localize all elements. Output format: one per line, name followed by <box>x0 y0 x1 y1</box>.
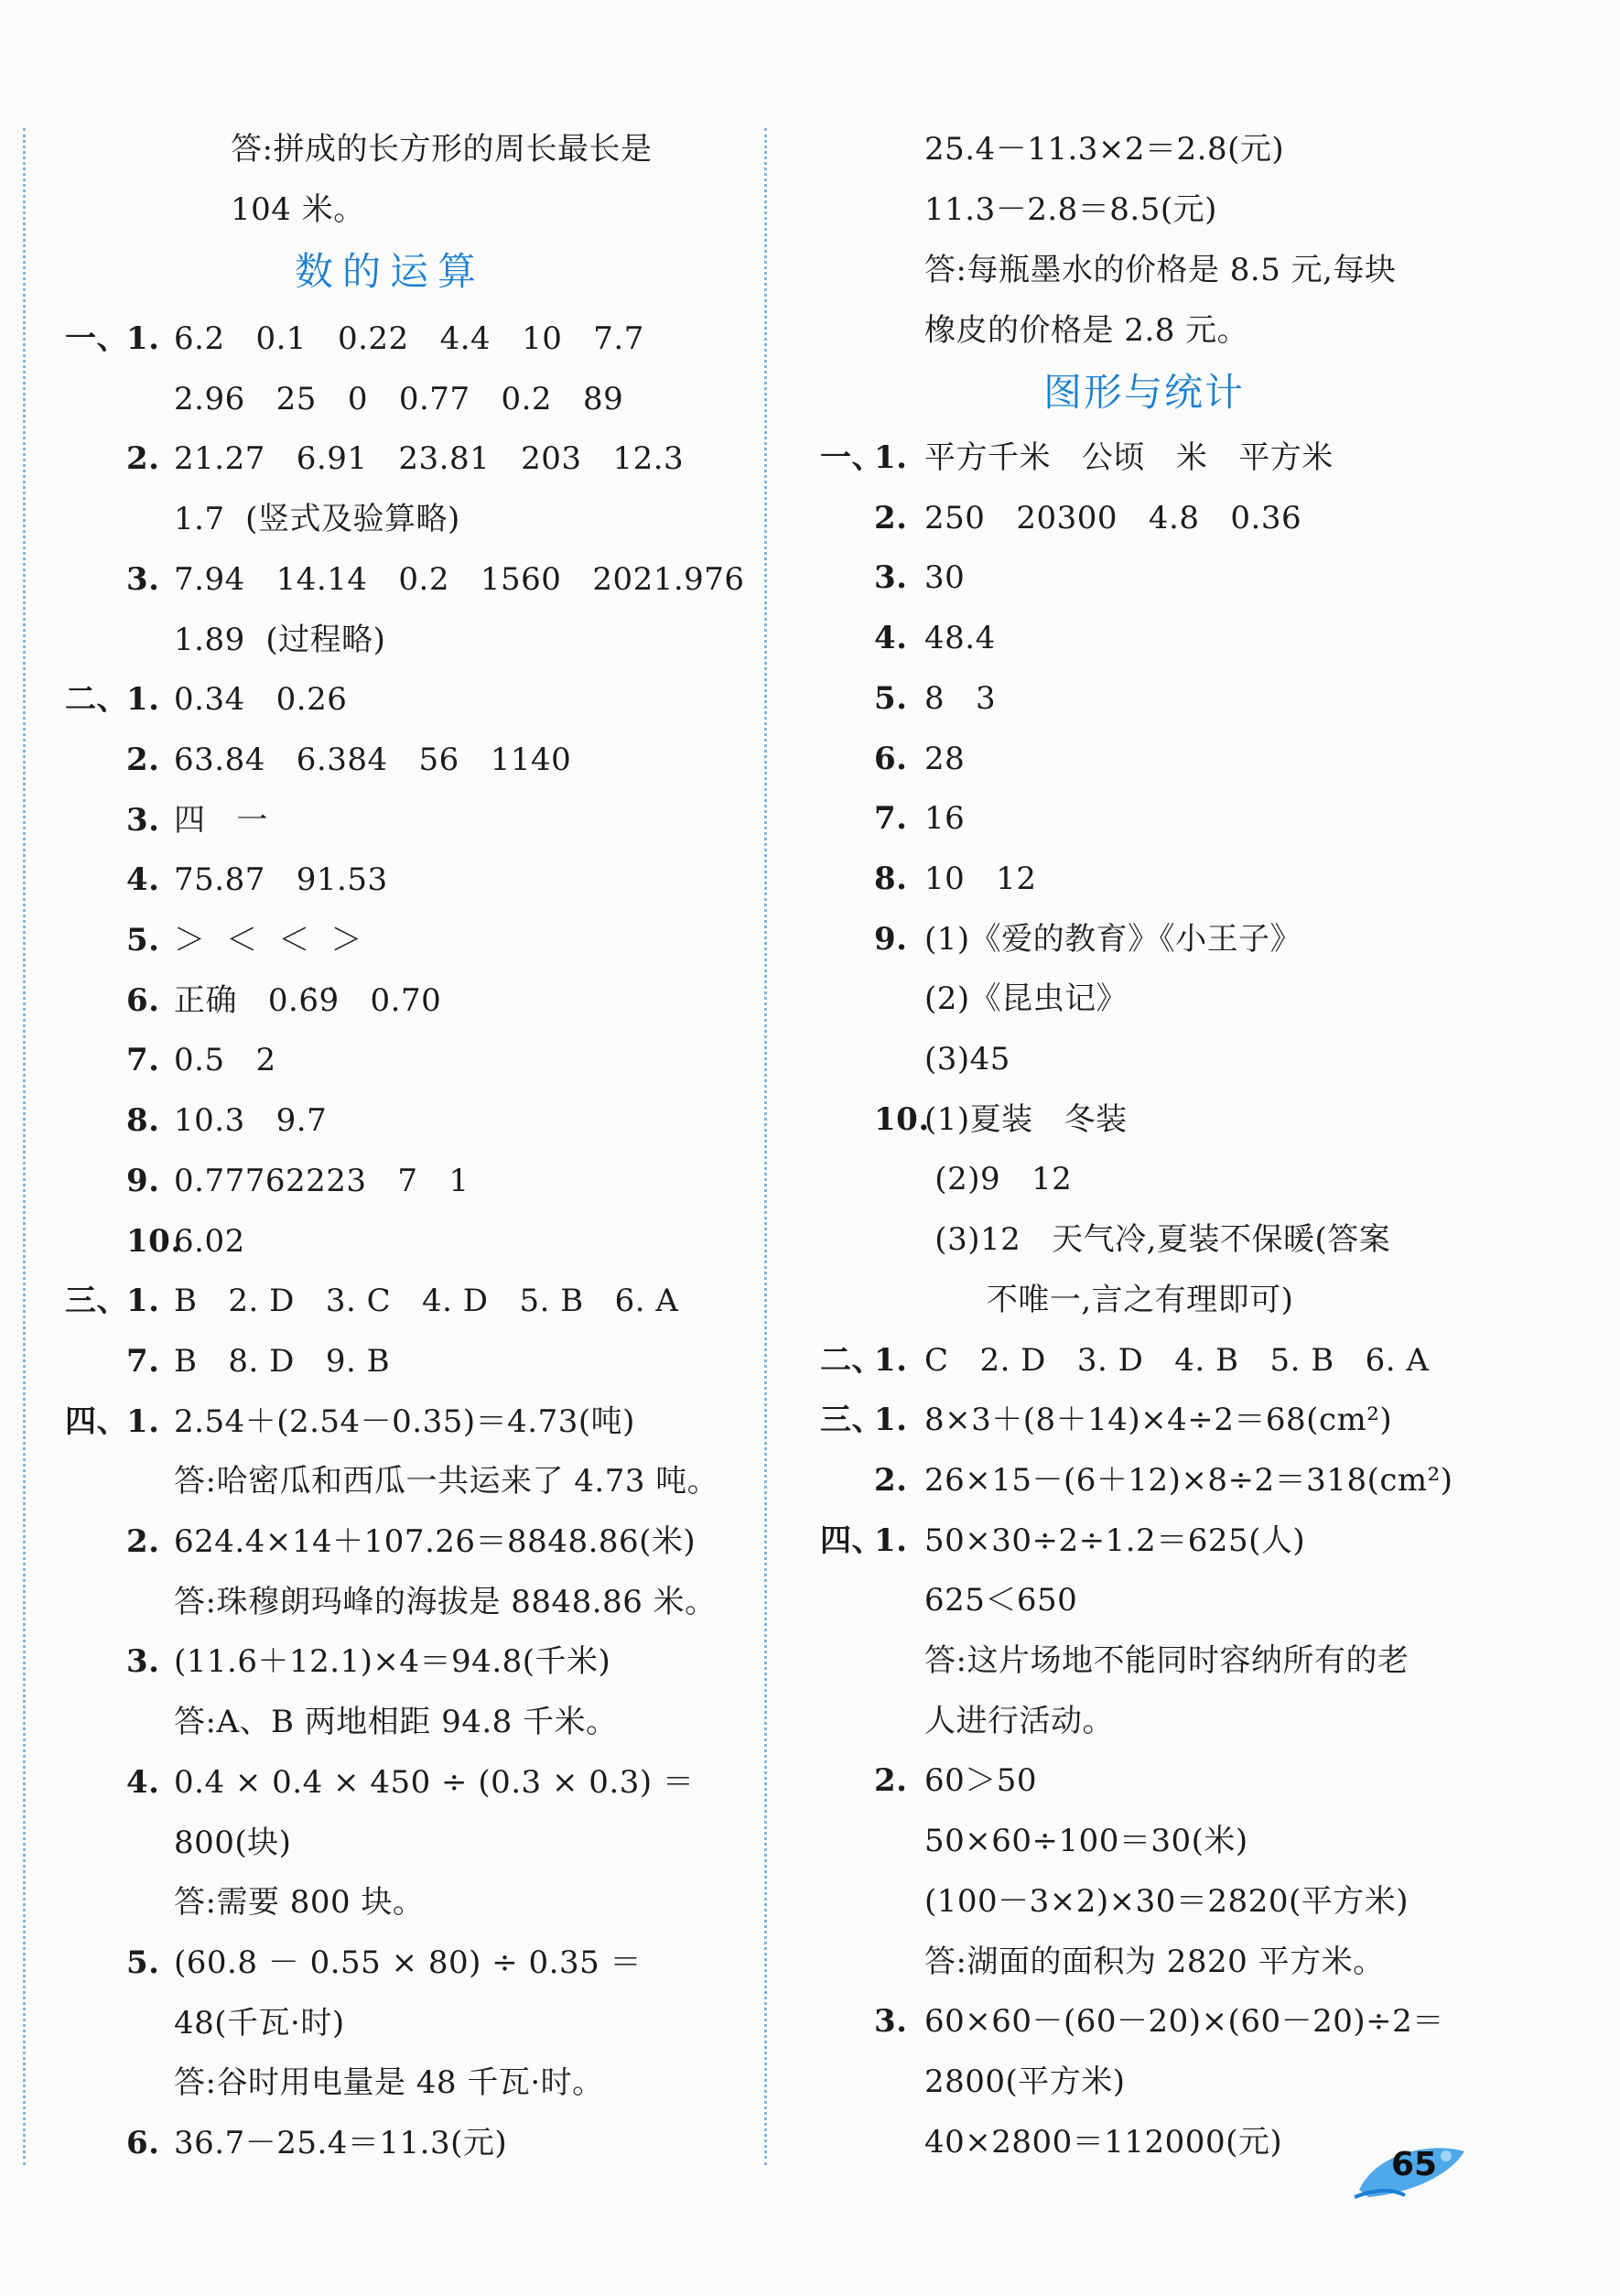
answer-line <box>769 1703 1620 1743</box>
answer-text: 36.7－25.4＝11.3(元) <box>174 2125 508 2161</box>
answer-text: 6.02 <box>174 1222 245 1260</box>
answer-line <box>0 320 769 361</box>
answer-line <box>0 2064 769 2105</box>
answer-text: 四 一 <box>174 801 268 839</box>
answer-line <box>0 1764 769 1804</box>
question-number: 4. <box>126 861 160 899</box>
question-number: 5. <box>126 922 160 958</box>
answer-text: 8 3 <box>924 679 997 717</box>
answer-text: (1)《爱的教育》《小王子》 <box>924 920 1302 958</box>
section-marker: 二、 <box>820 1341 883 1379</box>
question-number: 8. <box>126 1102 160 1140</box>
answer-line <box>0 1584 769 1624</box>
question-number: 10. <box>874 1100 930 1138</box>
right-intro-line-2: 答:每瓶墨水的价格是 8.5 元,每块 <box>924 252 1397 288</box>
answer-text: 10.3 9.7 <box>174 1102 328 1140</box>
answer-text: (3)45 <box>924 1041 1010 1078</box>
question-number: 1. <box>874 439 908 476</box>
answer-text: 人进行活动。 <box>924 1702 1114 1739</box>
section-marker: 四、 <box>820 1522 883 1559</box>
answer-text: 平方千米 公顷 米 平方米 <box>924 439 1334 476</box>
answer-line <box>769 1342 1620 1382</box>
answer-line <box>769 1522 1620 1563</box>
question-number: 3. <box>126 801 160 839</box>
answer-text: 26×15－(6＋12)×8÷2＝318(cm²) <box>924 1461 1453 1499</box>
answer-line <box>0 1102 769 1143</box>
question-number: 2. <box>874 1762 908 1800</box>
answer-line <box>0 2005 769 2045</box>
answer-line <box>0 922 769 962</box>
answer-line <box>769 620 1620 660</box>
answer-text: (2)《昆虫记》 <box>924 980 1129 1018</box>
answer-line <box>769 439 1620 480</box>
answer-line <box>769 2063 1620 2104</box>
question-number: 7. <box>126 1342 160 1380</box>
page-number: 65 <box>1391 2146 1438 2183</box>
answer-line <box>769 861 1620 901</box>
answer-text: 0.34 0.26 <box>174 681 348 719</box>
answer-line <box>0 1343 769 1383</box>
answer-line <box>769 1402 1620 1442</box>
question-number: 1. <box>126 681 160 719</box>
question-number: 1. <box>874 1402 908 1439</box>
answer-line <box>0 1944 769 1985</box>
section-marker: 一、 <box>65 320 128 357</box>
answer-text: 答:这片场地不能同时容纳所有的老 <box>924 1642 1409 1679</box>
answer-text: 答:A、B 两地相距 94.8 千米。 <box>174 1704 618 1741</box>
answer-text: 625＜650 <box>924 1582 1078 1619</box>
answer-text: 624.4×14＋107.26＝8848.86(米) <box>174 1523 697 1560</box>
answer-text: (11.6＋12.1)×4＝94.8(千米) <box>174 1643 611 1681</box>
answer-line <box>769 800 1620 840</box>
left-intro-line-0: 答:拼成的长方形的周长最长是 <box>231 131 653 168</box>
answer-line <box>0 1283 769 1323</box>
answer-text: 0.4 × 0.4 × 450 ÷ (0.3 × 0.3) ＝ <box>174 1763 695 1801</box>
answer-text: 答:谷时用电量是 48 千瓦·时。 <box>174 2064 604 2102</box>
question-number: 4. <box>874 620 908 657</box>
answer-line <box>769 980 1620 1021</box>
answer-line <box>0 1523 769 1564</box>
answer-line <box>0 2125 769 2165</box>
question-number: 5. <box>126 1944 160 1981</box>
answer-text: 答:需要 800 块。 <box>174 1884 425 1922</box>
answer-text: B 2. D 3. C 4. D 5. B 6. A <box>174 1283 679 1320</box>
answer-text: (100－3×2)×30＝2820(平方米) <box>924 1882 1409 1920</box>
answer-line <box>769 559 1620 600</box>
answer-text: 正确 0.6̇9̇ 0.70 <box>174 981 442 1019</box>
answer-line <box>0 861 769 902</box>
question-number: 2. <box>874 499 908 536</box>
answer-text: 800(块) <box>174 1824 292 1861</box>
answer-line <box>0 1825 769 1865</box>
answer-line <box>0 381 769 421</box>
answer-text: 75.87 91.53 <box>174 861 388 899</box>
answer-text: 63.84 6.384 56 1140 <box>174 741 572 778</box>
answer-text: 0.77762223 7 1 <box>174 1162 470 1199</box>
answer-line <box>769 1462 1620 1502</box>
answer-text: 答:珠穆朗玛峰的海拔是 8848.86 米。 <box>174 1583 717 1620</box>
answer-text: B 8. D 9. B <box>174 1342 391 1380</box>
answer-line <box>769 1282 1620 1322</box>
answer-text: 40×2800＝112000(元) <box>924 2123 1283 2161</box>
question-number: 2. <box>874 1461 908 1499</box>
left-intro-line-1: 104 米。 <box>231 191 365 228</box>
question-number: 1. <box>126 1403 160 1440</box>
section-title-arithmetic: 数的运算 <box>295 249 486 294</box>
right-intro-line-3: 橡皮的价格是 2.8 元。 <box>924 312 1249 349</box>
answer-text: 50×30÷2÷1.2＝625(人) <box>924 1522 1306 1559</box>
section-marker: 三、 <box>820 1402 883 1439</box>
answer-text: 60＞50 <box>924 1762 1038 1800</box>
question-number: 7. <box>874 800 908 838</box>
question-number: 3. <box>874 2003 908 2041</box>
answer-text: (3)12 天气冷,夏装不保暖(答案 <box>924 1221 1391 1259</box>
question-number: 3. <box>874 559 908 597</box>
answer-line <box>769 1041 1620 1081</box>
answer-line <box>0 1163 769 1203</box>
answer-line <box>769 680 1620 720</box>
answer-text: 250 20300 4.8 0.36 <box>924 499 1302 536</box>
answer-line <box>769 741 1620 781</box>
answer-line <box>0 1403 769 1444</box>
answer-line <box>769 1642 1620 1683</box>
question-number: 10. <box>126 1222 182 1260</box>
question-number: 6. <box>126 2125 160 2161</box>
answer-line <box>769 500 1620 540</box>
question-number: 6. <box>874 740 908 777</box>
answer-text: 0.5 2 <box>174 1042 276 1079</box>
section-title-geometry-statistics: 图形与统计 <box>1043 370 1246 415</box>
answer-line <box>0 802 769 842</box>
question-number: 3. <box>126 1643 160 1681</box>
answer-line <box>769 1221 1620 1262</box>
answer-line <box>769 2124 1620 2164</box>
answer-text: 6.2 0.1 0.22 4.4 10 7.7 <box>174 320 644 357</box>
answer-line <box>0 1884 769 1924</box>
section-marker: 三、 <box>65 1283 128 1320</box>
answer-text: 60×60－(60－20)×(60－20)÷2＝ <box>924 2003 1444 2041</box>
answer-line <box>0 742 769 782</box>
right-intro-line-0: 25.4－11.3×2＝2.8(元) <box>924 131 1285 168</box>
question-number: 1. <box>874 1341 908 1379</box>
answer-text: 不唯一,言之有理即可) <box>924 1281 1294 1318</box>
answer-text: 8×3＋(8＋14)×4÷2＝68(cm²) <box>924 1402 1393 1439</box>
answer-text: ＞ ＜ ＜ ＞ <box>174 922 362 958</box>
section-marker: 一、 <box>820 439 883 476</box>
answer-line <box>769 2003 1620 2043</box>
answer-line <box>769 1823 1620 1863</box>
question-number: 2. <box>126 741 160 778</box>
answer-text: 答:湖面的面积为 2820 平方米。 <box>924 1943 1385 1980</box>
question-number: 2. <box>126 440 160 478</box>
answer-text: (1)夏装 冬装 <box>924 1100 1128 1138</box>
question-number: 2. <box>126 1523 160 1560</box>
question-number: 5. <box>874 679 908 717</box>
question-number: 9. <box>126 1162 160 1199</box>
answer-text: (2)9 12 <box>924 1161 1073 1198</box>
answer-line <box>0 501 769 541</box>
question-number: 4. <box>126 1763 160 1801</box>
answer-line <box>0 1463 769 1503</box>
answer-text: 16 <box>924 800 966 838</box>
answer-line <box>769 1944 1620 1984</box>
question-number: 1. <box>874 1522 908 1559</box>
answer-text: 2.96 25 0 0.77 0.2 89 <box>174 380 624 417</box>
answer-line <box>769 1101 1620 1142</box>
answer-text: 21.27 6.91 23.81 203 12.3 <box>174 440 685 478</box>
answer-text: 2.54＋(2.54－0.35)＝4.73(吨) <box>174 1403 635 1440</box>
answer-text: 1.89 (过程略) <box>174 621 386 658</box>
question-number: 9. <box>874 920 908 958</box>
answer-line <box>769 921 1620 961</box>
answer-line <box>0 561 769 601</box>
section-marker: 二、 <box>65 681 128 719</box>
answer-line <box>0 1223 769 1263</box>
answer-text: (60.8 － 0.55 × 80) ÷ 0.35 ＝ <box>174 1944 643 1981</box>
answer-line <box>769 1161 1620 1201</box>
answer-line <box>0 1643 769 1684</box>
answer-text: 28 <box>924 740 966 777</box>
answer-line <box>0 440 769 481</box>
question-number: 3. <box>126 560 160 598</box>
right-intro-line-1: 11.3－2.8＝8.5(元) <box>924 191 1217 228</box>
answer-text: C 2. D 3. D 4. B 5. B 6. A <box>924 1341 1430 1379</box>
answer-text: 48.4 <box>924 620 996 657</box>
answer-line <box>0 681 769 721</box>
answer-line <box>0 1042 769 1082</box>
question-number: 7. <box>126 1042 160 1079</box>
answer-line <box>769 1762 1620 1803</box>
answer-line <box>0 1704 769 1744</box>
answer-text: 50×60÷100＝30(米) <box>924 1823 1248 1860</box>
answer-text: 10 12 <box>924 860 1037 897</box>
question-number: 8. <box>874 860 908 897</box>
question-number: 1. <box>126 320 160 357</box>
answer-line <box>769 1582 1620 1622</box>
answer-line <box>0 622 769 662</box>
answer-text: 30 <box>924 559 966 597</box>
question-number: 6. <box>126 981 160 1019</box>
question-number: 1. <box>126 1283 160 1320</box>
answer-text: 答:哈密瓜和西瓜一共运来了 4.73 吨。 <box>174 1463 719 1500</box>
answer-text: 7.94 14.14 0.2 1560 2021.976 <box>174 560 745 598</box>
answer-line <box>0 982 769 1023</box>
section-marker: 四、 <box>65 1403 128 1440</box>
answer-text: 2800(平方米) <box>924 2063 1126 2100</box>
answer-line <box>769 1883 1620 1923</box>
answer-text: 48(千瓦·时) <box>174 2004 345 2041</box>
answer-text: 1.7 (竖式及验算略) <box>174 501 460 538</box>
